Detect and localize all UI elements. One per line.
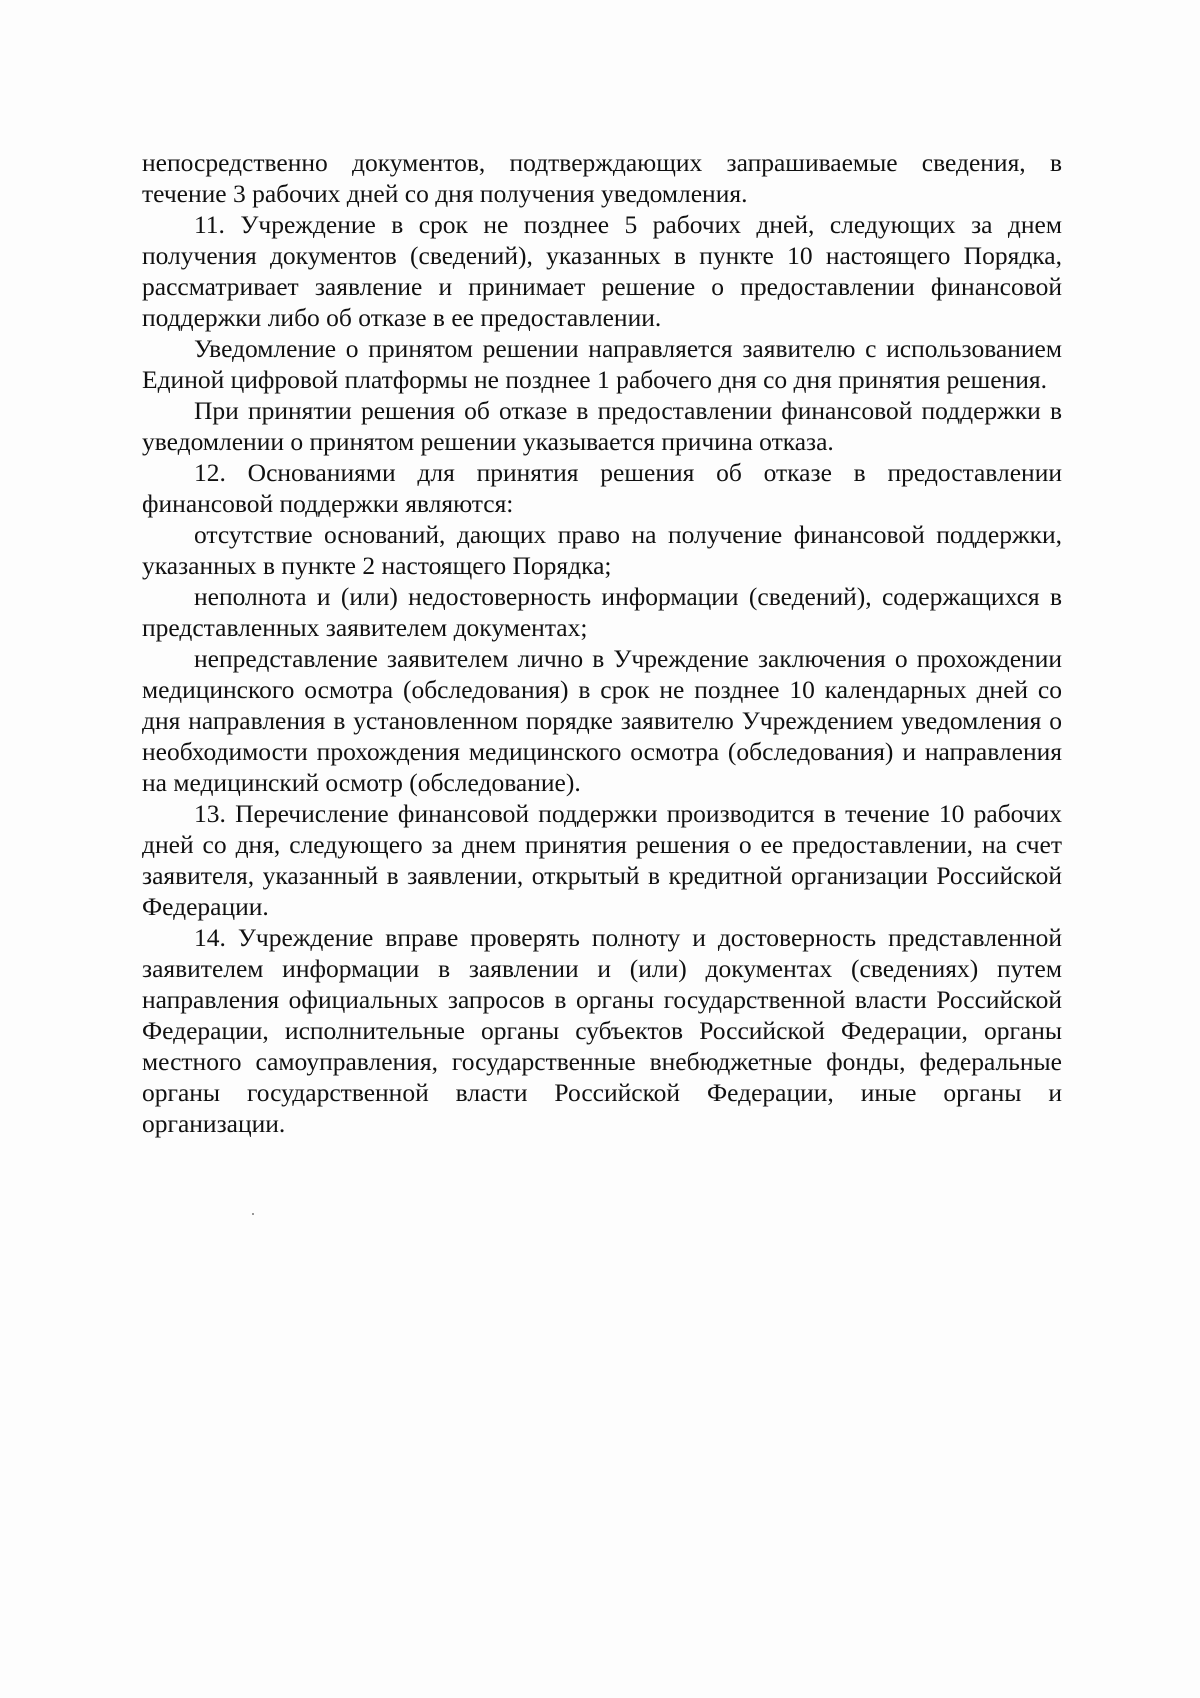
document-body — [142, 147, 1062, 1139]
paragraph-ground-2: неполнота и (или) недостоверность информации (сведений), содержащихся в представленных заявителем документах; — [142, 582, 1062, 642]
paragraph-ground-3: непредставление заявителем лично в Учреждение заключения о прохождении медицинского осмотра (обследования) в срок не позднее 10 календарных дней со дня направления в установленном порядке заявителю Учреждением уведомления о необходимости прохождения медицинского осмотра (обследования) и направления на медицинский осмотр (обследование). — [142, 644, 1062, 797]
paragraph-notification: Уведомление о принятом решении направляется заявителю с использованием Единой цифровой платформы не позднее 1 рабочего дня со дня принятия решения. — [142, 334, 1062, 394]
paragraph-refusal-reason: При принятии решения об отказе в предоставлении финансовой поддержки в уведомлении о принятом решении указывается причина отказа. — [142, 396, 1062, 456]
scan-speck — [252, 1213, 254, 1215]
paragraph-ground-1: отсутствие оснований, дающих право на получение финансовой поддержки, указанных в пункте 2 настоящего Порядка; — [142, 520, 1062, 580]
paragraph-item-11: 11. Учреждение в срок не позднее 5 рабочих дней, следующих за днем получения документов (сведений), указанных в пункте 10 настоящего Порядка, рассматривает заявление и принимает решение о предоставлении финансовой поддержки либо об отказе в ее предоставлении. — [142, 210, 1062, 332]
paragraph-continuation: непосредственно документов, подтверждающих запрашиваемые сведения, в течение 3 рабочих дней со дня получения уведомления. — [142, 148, 1062, 208]
paragraph-item-14: 14. Учреждение вправе проверять полноту и достоверность представленной заявителем информации в заявлении и (или) документах (сведениях) путем направления официальных запросов в органы государственной власти Российской Федерации, исполнительные органы субъектов Российской Федерации, органы местного самоуправления, государственные внебюджетные фонды, федеральные органы государственной власти Российской Федерации, иные органы и организации. — [142, 923, 1062, 1138]
paragraph-item-12: 12. Основаниями для принятия решения об отказе в предоставлении финансовой поддержки являются: — [142, 458, 1062, 518]
paragraph-item-13: 13. Перечисление финансовой поддержки производится в течение 10 рабочих дней со дня, следующего за днем принятия решения о ее предоставлении, на счет заявителя, указанный в заявлении, открытый в кредитной организации Российской Федерации. — [142, 799, 1062, 921]
